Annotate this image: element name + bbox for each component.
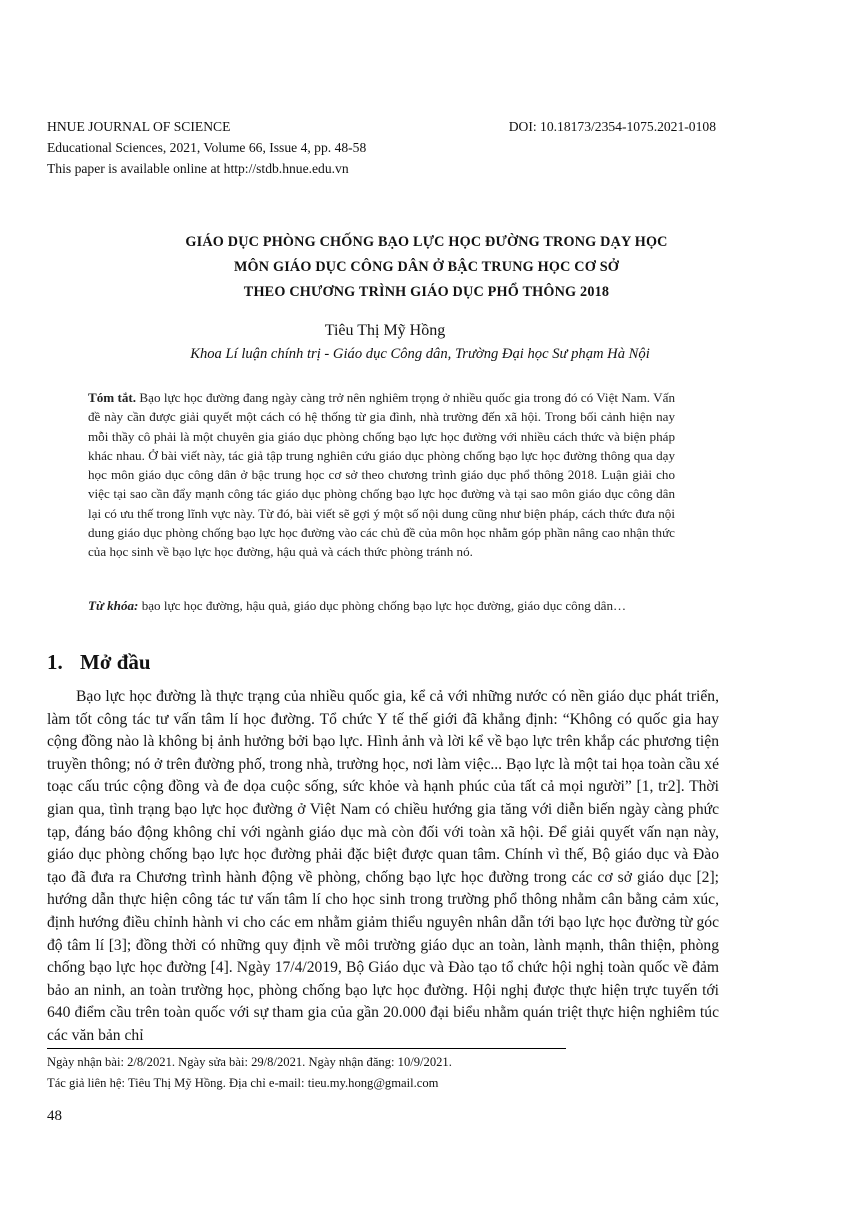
keywords-label: Từ khóa:: [88, 598, 139, 613]
body-paragraph: Bạo lực học đường là thực trạng của nhiều quốc gia, kể cả với những nước có nền giáo dục phát triển, làm tốt công tác tư vấn tâm lí học đường. Tổ chức Y tế thế giới đã khẳng định: “Không có quốc gia hay cộng đồng nào là không bị ảnh hưởng bởi bạo lực. Hình ảnh và lời kể về bạo lực trên khắp các phương tiện truyền thông; nó ở trên đường phố, trong nhà, trường học, nơi làm việc... Bạo lực là một tai họa toàn cầu xé toạc cấu trúc cộng đồng và đe dọa cuộc sống, sức khỏe và hạnh phúc của tất cả mọi người” [1, tr2]. Thời gian qua, tình trạng bạo lực học đường ở Việt Nam có chiều hướng gia tăng với diễn biến ngày càng phức tạp, đáng báo động không chỉ với ngành giáo dục mà còn đối với toàn xã hội. Để giải quyết vấn nạn này, giáo dục phòng chống bạo lực học đường phải đặc biệt được quan tâm. Chính vì thế, Bộ giáo dục và Đào tạo đã đưa ra Chương trình hành động về phòng, chống bạo lực học đường trong các cơ sở giáo dục [2]; hướng dẫn thực hiện công tác tư vấn tâm lí cho học sinh trong trường phổ thông nhằm cân bằng cảm xúc, định hướng điều chỉnh hành vi cho các em nhằm giảm thiểu nguyên nhân dẫn tới bạo lực học đường từ góc độ tâm lí [3]; đồng thời có những quy định về môi trường giáo dục an toàn, lành mạnh, thân thiện, phòng chống bạo lực học đường [4]. Ngày 17/4/2019, Bộ Giáo dục và Đào tạo tổ chức hội nghị toàn quốc về đảm bảo an ninh, an toàn trường học, phòng chống bạo lực học đường. Hội nghị được thực hiện trực tuyến tới 640 điểm cầu trên toàn quốc với sự tham gia của gần 20.000 đại biểu nhằm quán triệt thực hiện nghiêm túc các văn bản chỉ: [47, 688, 719, 1044]
footnote-divider: [47, 1048, 566, 1049]
abstract-label: Tóm tắt.: [88, 390, 137, 405]
paper-title-line-2: MÔN GIÁO DỤC CÔNG DÂN Ở BẬC TRUNG HỌC CƠ SỞ: [233, 259, 620, 275]
author-name: Tiêu Thị Mỹ Hồng: [324, 322, 446, 339]
abstract-text: Bạo lực học đường đang ngày càng trở nên nghiêm trọng ở nhiều quốc gia trong đó có Việt Nam. Vấn đề này cần được giải quyết một cách có hệ thống từ gia đình, nhà trường đến xã hội. Trong bối cảnh hiện nay mỗi thầy cô phải là một chuyên gia giáo dục phòng chống bạo lực học đường với nhiều cách thức và biện pháp khác nhau. Ở bài viết này, tác giả tập trung nghiên cứu giáo dục phòng chống bạo lực học đường thông qua dạy học môn giáo dục công dân ở bậc trung học cơ sở theo chương trình giáo dục phổ thông 2018. Luận giải cho việc tại sao cần đẩy mạnh công tác giáo dục phòng chống bạo lực học đường và tại sao môn giáo dục công dân lại có ưu thế trong lĩnh vực này. Từ đó, bài viết sẽ gợi ý một số nội dung cũng như biện pháp, cách thức đưa nội dung giáo dục phòng chống bạo lực học đường vào các chủ đề của môn học nhằm góp phần nâng cao nhận thức của học sinh về bạo lực học đường, hậu quả và cách thức phòng tránh nó.: [88, 390, 675, 560]
section-title: Mở đầu: [80, 650, 151, 674]
keywords-text: bạo lực học đường, hậu quả, giáo dục phòng chống bạo lực học đường, giáo dục công dân…: [141, 598, 627, 613]
keywords: [88, 596, 675, 615]
section-number: 1.: [47, 650, 63, 674]
paper-title-line-1: GIÁO DỤC PHÒNG CHỐNG BẠO LỰC HỌC ĐƯỜNG TRONG DẠY HỌC: [185, 234, 668, 250]
doi: DOI: 10.18173/2354-1075.2021-0108: [508, 119, 716, 134]
paper-title-line-3: THEO CHƯƠNG TRÌNH GIÁO DỤC PHỔ THÔNG 2018: [243, 284, 610, 300]
online-availability: This paper is available online at http://stdb.hnue.edu.vn: [47, 161, 349, 176]
page-number: 48: [47, 1108, 62, 1124]
footnote-dates: Ngày nhận bài: 2/8/2021. Ngày sửa bài: 29/8/2021. Ngày nhận đăng: 10/9/2021.: [47, 1055, 452, 1069]
journal-name: HNUE JOURNAL OF SCIENCE: [47, 119, 231, 134]
abstract: [88, 388, 675, 562]
journal-volume: Educational Sciences, 2021, Volume 66, Issue 4, pp. 48-58: [47, 140, 367, 155]
author-affiliation: Khoa Lí luận chính trị - Giáo dục Công dân, Trường Đại học Sư phạm Hà Nội: [190, 346, 650, 362]
section-heading: [47, 650, 151, 675]
footnote-contact: Tác giả liên hệ: Tiêu Thị Mỹ Hồng. Địa chỉ e-mail: tieu.my.hong@gmail.com: [47, 1076, 439, 1090]
